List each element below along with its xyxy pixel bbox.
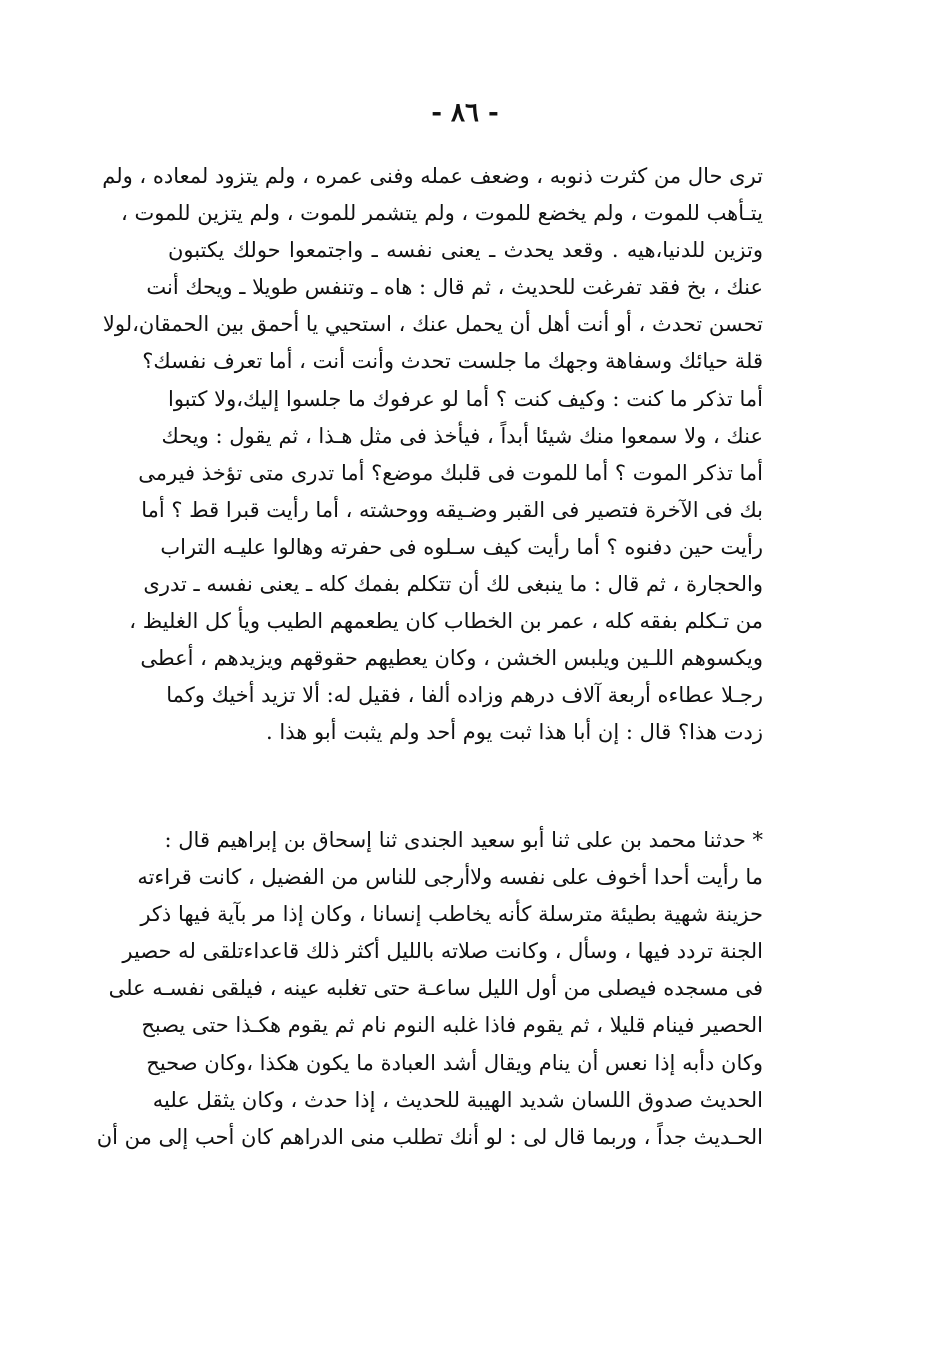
text-line: والحجارة ، ثم قال : ما ينبغى لك أن تتكلم بفمك كله ـ يعنى نفسه ـ تدرى — [143, 572, 763, 597]
text-line: تحسن تحدث ، أو أنت أهل أن يحمل عنك ، استحيي يا أحمق بين الحمقان،لولا — [102, 312, 763, 337]
text-line: أما تذكر ما كنت : وكيف كنت ؟ أما لو عرفوك ما جلسوا إليك،ولا كتبوا — [168, 386, 763, 411]
text-line: يتـأهب للموت ، ولم يخضع للموت ، ولم يتشمر للموت ، ولم يتزين للموت ، — [120, 201, 763, 226]
text-line: قلة حيائك وسفاهة وجهك ما جلست تحدث وأنت أنت ، أما تعرف نفسك؟ — [142, 349, 763, 374]
text-line: وتزين للدنيا،هيه . وقعد يحدث ـ يعنى نفسه ـ واجتمعوا حولك يكتبون — [168, 238, 763, 263]
text-line: الحصير فينام قليلا ، ثم يقوم فاذا غلبه النوم نام ثم يقوم هكـذا حتى يصبح — [141, 1013, 763, 1038]
text-line: أما تذكر الموت ؟ أما للموت فى قلبك موضع؟ أما تدرى متى تؤخذ فيرمى — [138, 460, 763, 485]
paragraph-2 — [96, 822, 763, 1156]
text-line: الحديث صدوق اللسان شديد الهيبة للحديث ، إذا حدث ، وكان يثقل عليه — [152, 1087, 763, 1112]
text-line: ترى حال من كثرت ذنوبه ، وضعف عمله وفنى عمره ، ولم يتزود لمعاده ، ولم — [102, 164, 763, 188]
text-line: وكان دأبه إذا نعس أن ينام ويقال أشد العبادة ما يكون هكذا ،وكان صحيح — [146, 1050, 763, 1075]
page-number: - ٨٦ - — [431, 98, 499, 128]
text-line: رأيت حين دفنوه ؟ أما رأيت كيف سـلوه فى حفرته وهالوا عليـه التراب — [160, 534, 763, 559]
text-line: عنك ، ولا سمعوا منك شيئا أبداً ، فيأخذ فى مثل هـذا ، ثم يقول : ويحك — [161, 423, 763, 448]
text-line: الجنة تردد فيها ، وسأل ، وكانت صلاته بالليل أكثر ذلك قاعداءتلقى له حصير — [122, 939, 763, 964]
text-line: حزينة شهية بطيئة مترسلة كأنه يخاطب إنسانا ، وكان إذا مر بآية فيها ذكر — [140, 902, 763, 927]
text-line: * حدثنا محمد بن على ثنا أبو سعيد الجندى ثنا إسحاق بن إبراهيم قال : — [164, 828, 763, 852]
text-line: الحـديث جداً ، وربما قال لى : لو أنك تطلب منى الدراهم كان أحب إلى من أن — [96, 1124, 763, 1149]
text-line: ما رأيت أحدا أخوف على نفسه ولاأرجى للناس من الفضيل ، كانت قراءته — [137, 865, 763, 890]
text-line: فى مسجده فيصلى من أول الليل ساعـة حتى تغلبه عينه ، فيلقى نفسـه على — [108, 976, 763, 1001]
text-line: من تـكلم بفقه كله ، عمر بن الخطاب كان يطعمهم الطيب ويأ كل الغليظ ، — [129, 609, 763, 634]
text-line: عنك ، بخ فقد تفرغت للحديث ، ثم قال : هاه ـ وتنفس طويلا ـ ويحك أنت — [146, 275, 763, 300]
text-line: ويكسوهم اللـين ويلبس الخشن ، وكان يعطيهم حقوقهم ويزيدهم ، أعطى — [140, 646, 763, 671]
paragraph-1 — [102, 158, 763, 752]
text-line: رجـلا عطاءه أربعة آلاف درهم وزاده ألفا ، فقيل له: ألا تزيد أخيك وكما — [166, 683, 763, 708]
text-line: بك فى الآخرة فتصير فى القبر وضـيقه ووحشته ، أما رأيت قبرا قط ؟ أما — [141, 497, 763, 522]
text-line: زدت هذا؟ قال : إن أبا هذا ثبت يوم أحد ولم يثبت أبو هذا . — [266, 720, 763, 745]
